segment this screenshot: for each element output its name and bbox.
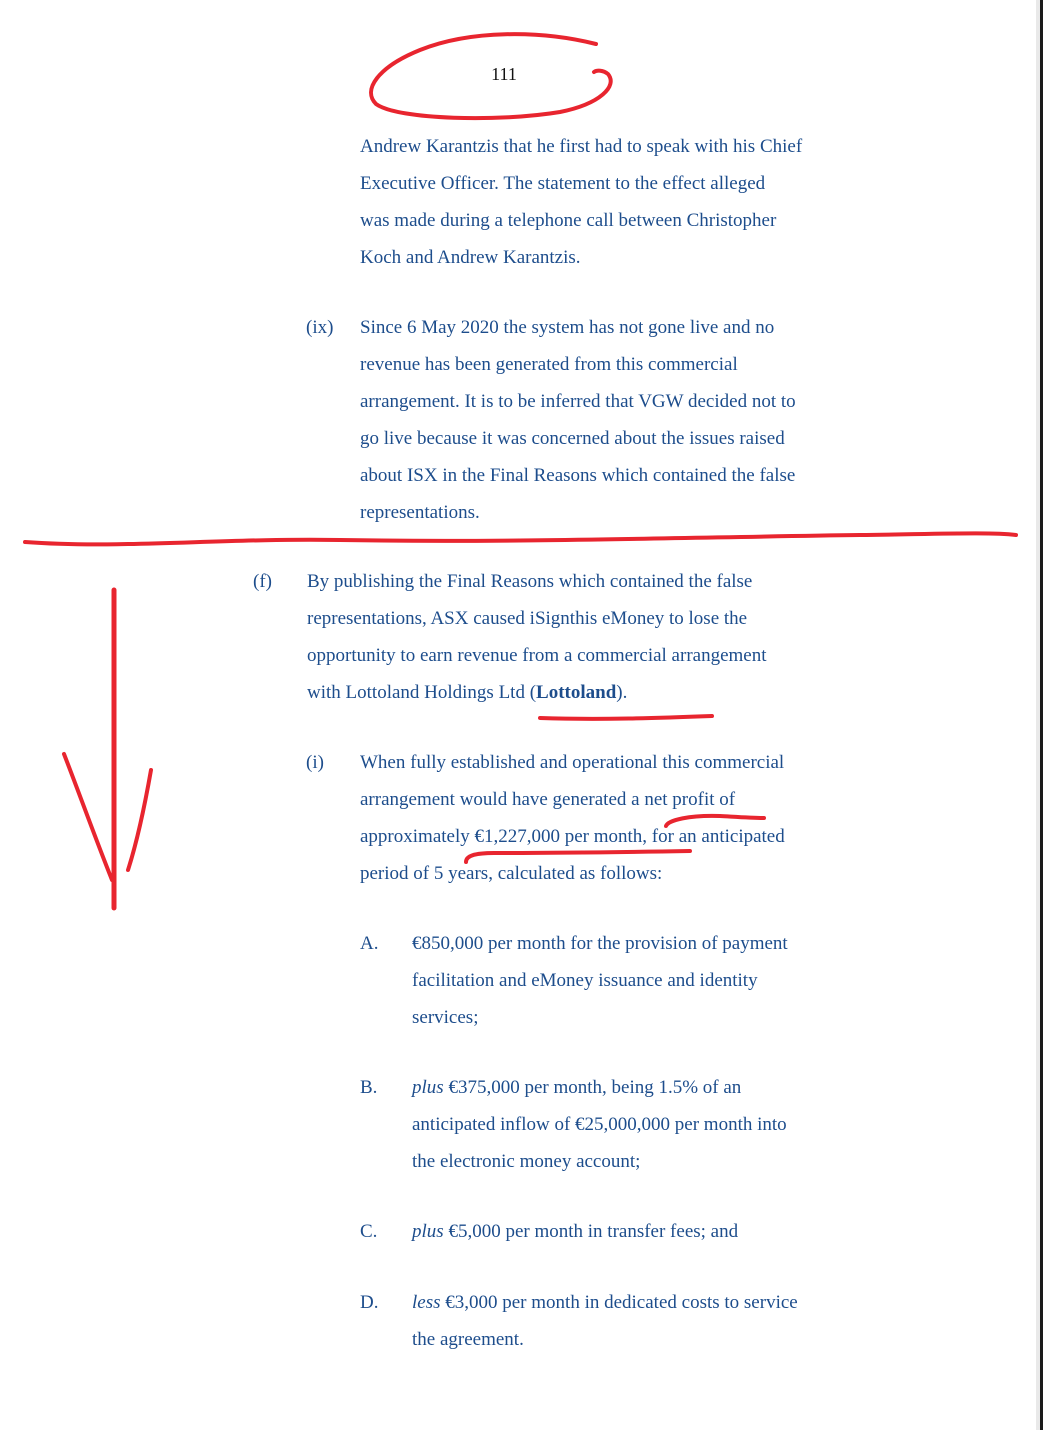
text-line <box>412 1213 738 1250</box>
defined-term-lottoland: Lottoland <box>536 682 617 703</box>
text-line: revenue has been generated from this commercial <box>360 354 738 375</box>
text-fragment: €375,000 per month, being 1.5% of an <box>443 1077 742 1098</box>
page-edge <box>1040 0 1043 1430</box>
text-fragment: €3,000 per month in dedicated costs to service <box>440 1292 798 1313</box>
text-line: the agreement. <box>412 1329 524 1350</box>
lottoland-underline-annotation <box>540 716 712 719</box>
text-line: By publishing the Final Reasons which contained the false <box>307 571 753 592</box>
text-line: approximately €1,227,000 per month, for an anticipated <box>360 826 785 847</box>
text-line <box>307 674 767 711</box>
sub-item-d-label: D. <box>360 1292 379 1313</box>
item-ix-label: (ix) <box>306 317 334 338</box>
sub-item-c-paragraph <box>412 1213 738 1250</box>
text-line: Executive Officer. The statement to the effect alleged <box>360 173 766 194</box>
text-line: Since 6 May 2020 the system has not gone live and no <box>360 317 775 338</box>
text-line: representations, ASX caused iSignthis eMoney to lose the <box>307 608 748 629</box>
prefix-less: less <box>412 1292 441 1313</box>
text-line: €850,000 per month for the provision of payment <box>412 933 788 954</box>
text-fragment: ). <box>616 682 628 703</box>
text-line: services; <box>412 1007 479 1028</box>
text-line: anticipated inflow of €25,000,000 per month into <box>412 1114 787 1135</box>
continuation-paragraph <box>360 128 802 276</box>
sub-item-c-label: C. <box>360 1221 378 1242</box>
text-line: representations. <box>360 502 480 523</box>
text-line <box>412 1284 798 1321</box>
item-i-label: (i) <box>306 752 324 773</box>
item-ix-paragraph <box>360 309 796 531</box>
item-f-paragraph <box>307 563 767 711</box>
text-line: arrangement would have generated a net profit of <box>360 789 736 810</box>
text-line: period of 5 years, calculated as follows: <box>360 863 663 884</box>
sub-item-b-label: B. <box>360 1077 378 1098</box>
sub-item-d-paragraph <box>412 1284 798 1358</box>
text-line: Koch and Andrew Karantzis. <box>360 247 581 268</box>
prefix-plus: plus <box>412 1077 444 1098</box>
text-line: about ISX in the Final Reasons which contained the false <box>360 465 796 486</box>
text-line: opportunity to earn revenue from a commercial arrangement <box>307 645 767 666</box>
item-i-paragraph <box>360 744 785 892</box>
text-line: was made during a telephone call between Christopher <box>360 210 777 231</box>
sub-item-b-paragraph <box>412 1069 787 1180</box>
item-f-label: (f) <box>253 571 272 592</box>
text-fragment: €5,000 per month in transfer fees; and <box>443 1221 739 1242</box>
text-line: go live because it was concerned about the issues raised <box>360 428 785 449</box>
text-line: arrangement. It is to be inferred that VGW decided not to <box>360 391 796 412</box>
text-line: When fully established and operational this commercial <box>360 752 785 773</box>
text-line <box>412 1069 787 1106</box>
text-line: Andrew Karantzis that he first had to speak with his Chief <box>360 136 803 157</box>
sub-item-a-label: A. <box>360 933 379 954</box>
text-line: facilitation and eMoney issuance and identity <box>412 970 758 991</box>
text-line: the electronic money account; <box>412 1151 641 1172</box>
page-number: 111 <box>491 64 517 84</box>
prefix-plus: plus <box>412 1221 444 1242</box>
text-fragment: with Lottoland Holdings Ltd ( <box>307 682 537 703</box>
down-arrow-head-annotation <box>64 754 151 880</box>
section-divider-annotation <box>25 533 1016 544</box>
sub-item-a-paragraph <box>412 925 788 1036</box>
